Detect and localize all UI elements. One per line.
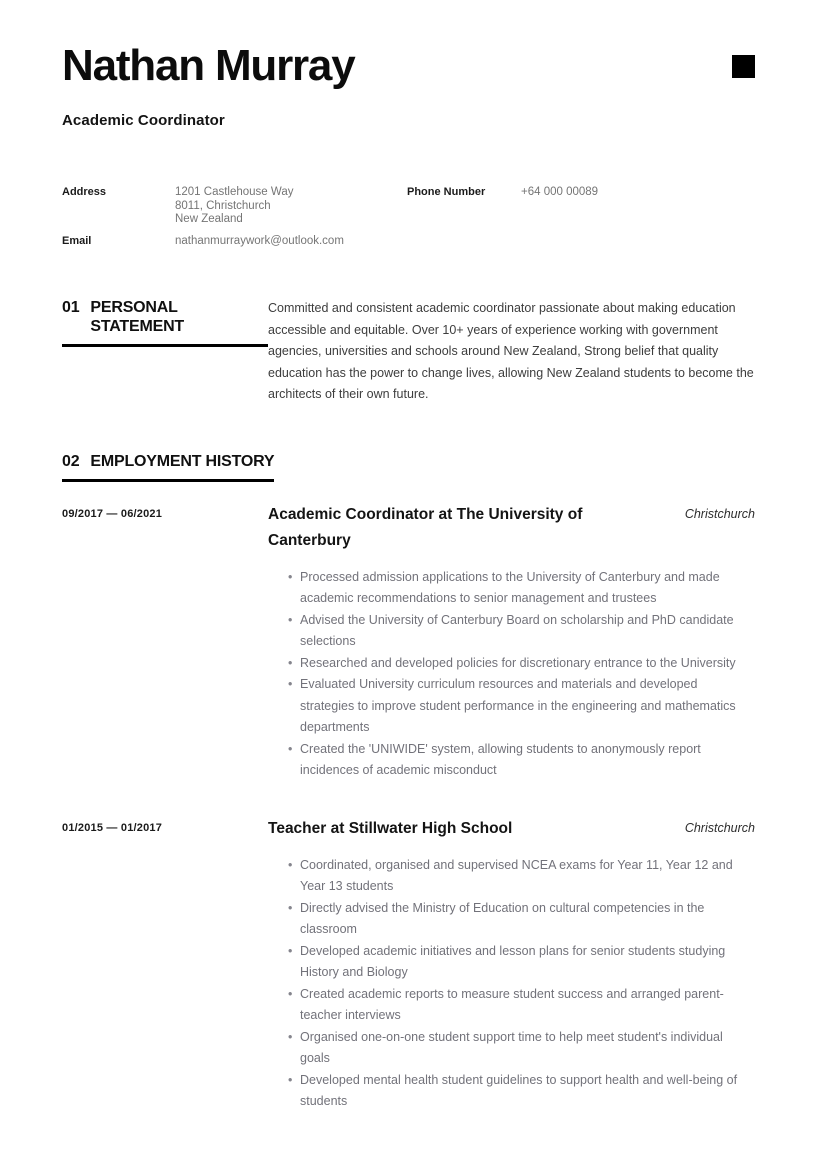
section-title: PERSONAL STATEMENT	[90, 299, 185, 335]
section-content	[268, 298, 755, 406]
personal-statement-text: Committed and consistent academic coordinator passionate about making education accessible and equitable. Over 10+ years of experience working with government agencies, universities and schools around New Zealand, Strong belief that quality education has the power to change lives, allowing New Zealand students to become the architects of their own future.	[268, 301, 754, 401]
section-heading-employment-history	[62, 452, 274, 482]
job-location: Christchurch	[684, 506, 755, 521]
job-bullet: • Created the 'UNIWIDE' system, allowing students to anonymously report incidences of academic misconduct	[288, 739, 755, 782]
contact-info	[62, 186, 755, 248]
phone-value: +64 000 00089	[521, 186, 599, 198]
section-number: 01	[62, 299, 80, 316]
address-value	[175, 186, 407, 227]
employment-entries	[62, 502, 755, 1113]
job-bullet: • Directly advised the Ministry of Education on cultural competencies in the classroom	[288, 898, 755, 941]
job-bullet: • Created academic reports to measure student success and arranged parent-teacher interviews	[288, 984, 755, 1027]
job-bullet: • Developed academic initiatives and lesson plans for senior students studying History and Biology	[288, 941, 755, 984]
address-line-2: 8011, Christchurch	[175, 199, 271, 212]
header	[62, 41, 755, 90]
job-title: Teacher at Stillwater High School	[268, 819, 513, 837]
job-bullet-list	[268, 855, 755, 1113]
page-title: Nathan Murray	[62, 41, 355, 90]
phone-label: Phone Number	[407, 186, 486, 198]
section-number: 02	[62, 452, 80, 470]
section-heading-personal-statement	[62, 298, 268, 347]
job-title: Academic Coordinator at The University of Canterbury	[268, 505, 583, 549]
job-date-range: 01/2015 — 01/2017	[62, 821, 163, 834]
email-label: Email	[62, 234, 92, 247]
section-personal-statement	[62, 298, 755, 406]
employment-entry	[62, 816, 755, 1113]
job-body	[268, 816, 755, 1113]
job-body	[268, 502, 755, 782]
job-bullet-list	[268, 567, 755, 782]
job-bullet: • Advised the University of Canterbury Board on scholarship and PhD candidate selections	[288, 610, 755, 653]
job-bullet: • Coordinated, organised and supervised NCEA exams for Year 11, Year 12 and Year 13 students	[288, 855, 755, 898]
job-bullet: • Evaluated University curriculum resources and materials and developed strategies to improve student performance in the engineering and mathematics departments	[288, 674, 755, 739]
section-employment-history	[62, 452, 755, 1113]
job-date-range: 09/2017 — 06/2021	[62, 507, 163, 520]
section-title: EMPLOYMENT HISTORY	[90, 452, 275, 470]
job-header	[268, 502, 755, 554]
job-bullet: • Organised one-on-one student support time to help meet student's individual goals	[288, 1027, 755, 1070]
job-bullet: • Researched and developed policies for discretionary entrance to the University	[288, 653, 755, 675]
contact-spacer	[407, 235, 521, 249]
address-line-1: 1201 Castlehouse Way	[175, 186, 294, 198]
section-heading-column	[62, 298, 268, 347]
address-label: Address	[62, 186, 107, 198]
employment-entry	[62, 502, 755, 782]
contact-spacer	[521, 235, 755, 249]
job-title-subtitle: Academic Coordinator	[62, 112, 225, 129]
black-square-logo-icon	[732, 55, 755, 78]
job-location: Christchurch	[684, 820, 755, 835]
address-line-3: New Zealand	[175, 213, 243, 225]
job-bullet: • Developed mental health student guidelines to support health and well-being of students	[288, 1070, 755, 1113]
email-value: nathanmurraywork@outlook.com	[175, 234, 344, 247]
job-header	[268, 816, 755, 842]
job-bullet: • Processed admission applications to the University of Canterbury and made academic recommendations to senior management and trustees	[288, 567, 755, 610]
